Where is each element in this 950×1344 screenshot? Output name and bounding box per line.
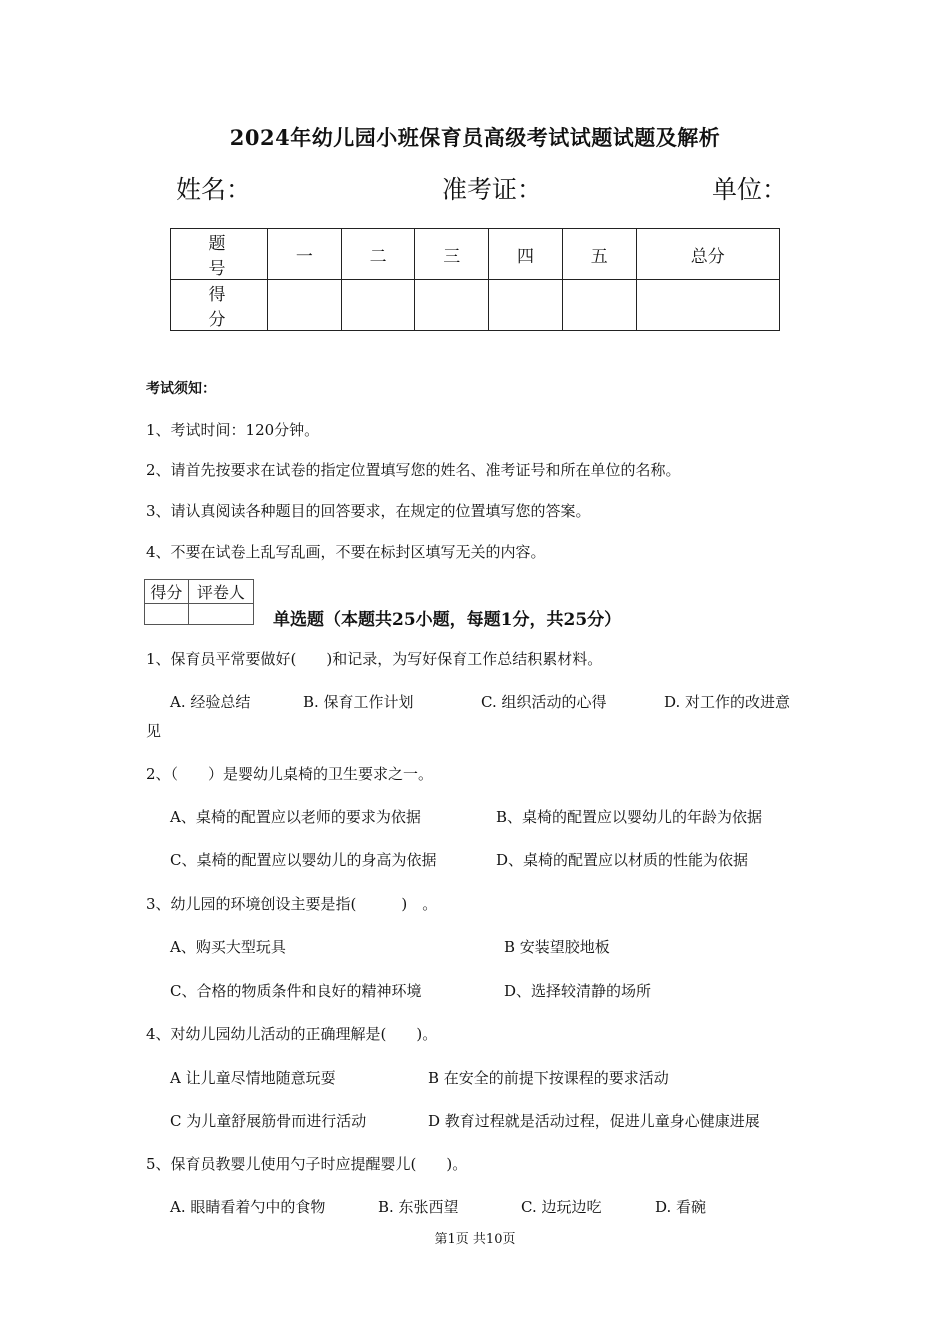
question-1-option-d-wrap: 见 <box>146 722 162 740</box>
section-title: 单选题（本题共25小题，每题1分，共25分） <box>273 610 622 630</box>
question-1-stem: 1、保育员平常要做好( )和记录，为写好保育工作总结积累材料。 <box>146 650 603 668</box>
score-header-2: 二 <box>341 229 415 280</box>
score-cell-3 <box>415 280 489 331</box>
question-3-option-b: B 安装望胶地板 <box>504 938 610 956</box>
score-table <box>170 228 780 331</box>
notice-item-4: 4、不要在试卷上乱写乱画，不要在标封区填写无关的内容。 <box>146 543 546 561</box>
question-4-option-b: B 在安全的前提下按课程的要求活动 <box>428 1069 669 1087</box>
grader-name-label: 评卷人 <box>188 580 253 604</box>
question-2-option-c: C、桌椅的配置应以婴幼儿的身高为依据 <box>170 851 437 869</box>
score-header-4: 四 <box>489 229 563 280</box>
notice-item-1: 1、考试时间：120分钟。 <box>146 421 320 439</box>
score-header-3: 三 <box>415 229 489 280</box>
question-3-stem: 3、幼儿园的环境创设主要是指( ) 。 <box>146 895 438 913</box>
question-4-option-a: A 让儿童尽情地随意玩耍 <box>170 1069 336 1087</box>
notice-item-2: 2、请首先按要求在试卷的指定位置填写您的姓名、准考证号和所在单位的名称。 <box>146 461 681 479</box>
score-cell-total <box>636 280 779 331</box>
notice-heading: 考试须知： <box>146 381 216 397</box>
score-header-1: 一 <box>268 229 342 280</box>
question-5-option-b: B. 东张西望 <box>378 1198 459 1216</box>
question-2-option-a: A、桌椅的配置应以老师的要求为依据 <box>170 808 421 826</box>
question-4-stem: 4、对幼儿园幼儿活动的正确理解是( )。 <box>146 1025 438 1043</box>
question-2-option-b: B、桌椅的配置应以婴幼儿的年龄为依据 <box>496 808 763 826</box>
score-cell-5 <box>562 280 636 331</box>
question-5-option-d: D. 看碗 <box>655 1198 707 1216</box>
question-4-option-d: D 教育过程就是活动过程，促进儿童身心健康进展 <box>428 1112 760 1130</box>
grader-score-cell <box>145 604 189 625</box>
score-header-total: 总分 <box>636 229 779 280</box>
question-3-option-a: A、购买大型玩具 <box>170 938 286 956</box>
score-header-label: 题 号 <box>171 229 268 280</box>
question-3-option-c: C、合格的物质条件和良好的精神环境 <box>170 982 422 1000</box>
grader-score-label: 得分 <box>145 580 189 604</box>
exam-id-field-label: 准考证： <box>442 175 543 204</box>
question-5-stem: 5、保育员教婴儿使用勺子时应提醒婴儿( )。 <box>146 1155 468 1173</box>
question-1-option-a: A. 经验总结 <box>170 693 251 711</box>
score-table-header-row <box>171 229 780 280</box>
grader-name-cell <box>188 604 253 625</box>
question-1-option-b: B. 保育工作计划 <box>303 693 414 711</box>
score-cell-2 <box>341 280 415 331</box>
name-field-label: 姓名： <box>176 175 252 204</box>
score-cell-4 <box>489 280 563 331</box>
unit-field-label: 单位： <box>712 175 788 204</box>
question-1-option-d: D. 对工作的改进意 <box>664 693 791 711</box>
question-1-option-c: C. 组织活动的心得 <box>481 693 607 711</box>
question-4-option-c: C 为儿童舒展筋骨而进行活动 <box>170 1112 367 1130</box>
score-header-5: 五 <box>562 229 636 280</box>
score-table-score-row <box>171 280 780 331</box>
question-5-option-c: C. 边玩边吃 <box>521 1198 602 1216</box>
notice-item-3: 3、请认真阅读各种题目的回答要求，在规定的位置填写您的答案。 <box>146 502 591 520</box>
question-2-stem: 2、（ ）是婴幼儿桌椅的卫生要求之一。 <box>146 765 434 783</box>
score-cell-1 <box>268 280 342 331</box>
grader-table <box>144 579 254 625</box>
score-row-label: 得 分 <box>171 280 268 331</box>
question-5-option-a: A. 眼睛看着勺中的食物 <box>170 1198 326 1216</box>
document-title: 2024年幼儿园小班保育员高级考试试题试题及解析 <box>229 125 721 150</box>
page-footer: 第1页 共10页 <box>434 1232 516 1247</box>
question-2-option-d: D、桌椅的配置应以材质的性能为依据 <box>496 851 749 869</box>
question-3-option-d: D、选择较清静的场所 <box>504 982 652 1000</box>
